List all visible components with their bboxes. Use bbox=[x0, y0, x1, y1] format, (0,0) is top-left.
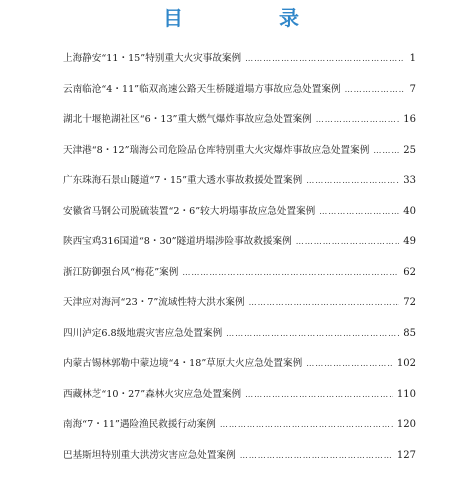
dot-leader bbox=[345, 84, 404, 96]
toc-entry[interactable] bbox=[63, 419, 416, 450]
toc-entry-title: 广东珠海石景山隧道“7・15”重大透水事故救援处置案例 bbox=[63, 175, 302, 187]
dot-leader bbox=[306, 358, 393, 370]
toc-page-number: 25 bbox=[403, 145, 416, 157]
toc-entry-title: 安徽省马钢公司脱硫装置“2・6”较大坍塌事故应急处置案例 bbox=[63, 206, 315, 218]
toc-page-number: 72 bbox=[403, 297, 416, 309]
dot-leader bbox=[306, 175, 399, 187]
toc-entry-title: 西藏林芝“10・27”森林火灾应急处置案例 bbox=[63, 389, 241, 401]
dot-leader bbox=[220, 419, 393, 431]
toc-page-number: 102 bbox=[397, 358, 416, 370]
toc-entry[interactable] bbox=[63, 53, 416, 84]
toc-entry[interactable] bbox=[63, 389, 416, 420]
toc-page-number: 120 bbox=[397, 419, 416, 431]
page-title: 目 录 bbox=[0, 2, 462, 31]
toc-page-number: 110 bbox=[397, 389, 416, 401]
dot-leader bbox=[296, 236, 400, 248]
toc-page-number: 16 bbox=[403, 114, 416, 126]
toc-entry[interactable] bbox=[63, 175, 416, 206]
toc-entry[interactable] bbox=[63, 236, 416, 267]
dot-leader bbox=[373, 145, 399, 157]
toc-entry-title: 云南临沧“4・11”临双高速公路天生桥隧道塌方事故应急处置案例 bbox=[63, 84, 341, 96]
toc-entry-title: 浙江防御强台风“梅花”案例 bbox=[63, 267, 178, 279]
toc-entry[interactable] bbox=[63, 297, 416, 328]
dot-leader bbox=[319, 206, 399, 218]
toc-page-number: 85 bbox=[403, 328, 416, 340]
toc-page-number: 127 bbox=[397, 450, 416, 462]
toc-page-number: 33 bbox=[403, 175, 416, 187]
toc-entry[interactable] bbox=[63, 84, 416, 115]
toc-entry-title: 四川泸定6.8级地震灾害应急处置案例 bbox=[63, 328, 222, 340]
dot-leader bbox=[226, 328, 399, 340]
toc-entry-title: 内蒙古锡林郭勒中蒙边境“4・18”草原大火应急处置案例 bbox=[63, 358, 302, 370]
dot-leader bbox=[182, 267, 399, 279]
toc-entry-title: 上海静安“11・15”特别重大火灾事故案例 bbox=[63, 53, 241, 65]
toc-entry[interactable] bbox=[63, 145, 416, 176]
toc-entry-title: 天津应对海河“23・7”流域性特大洪水案例 bbox=[63, 297, 245, 309]
toc-entry[interactable] bbox=[63, 206, 416, 237]
toc-page-number: 62 bbox=[403, 267, 416, 279]
toc-page-number: 49 bbox=[403, 236, 416, 248]
dot-leader bbox=[245, 389, 393, 401]
toc-page-number: 40 bbox=[403, 206, 416, 218]
table-of-contents bbox=[63, 53, 416, 480]
toc-entry[interactable] bbox=[63, 114, 416, 145]
dot-leader bbox=[245, 53, 404, 65]
toc-page-number: 1 bbox=[408, 53, 416, 65]
toc-entry-title: 湖北十堰艳湖社区“6・13”重大燃气爆炸事故应急处置案例 bbox=[63, 114, 312, 126]
toc-entry-title: 巴基斯坦特别重大洪涝灾害应急处置案例 bbox=[63, 450, 236, 462]
toc-entry[interactable] bbox=[63, 328, 416, 359]
dot-leader bbox=[240, 450, 393, 462]
toc-entry-title: 天津港“8・12”瑞海公司危险品仓库特别重大火灾爆炸事故应急处置案例 bbox=[63, 145, 369, 157]
toc-entry[interactable] bbox=[63, 267, 416, 298]
toc-page-number: 7 bbox=[408, 84, 416, 96]
dot-leader bbox=[316, 114, 399, 126]
dot-leader bbox=[249, 297, 400, 309]
toc-entry[interactable] bbox=[63, 358, 416, 389]
toc-entry[interactable] bbox=[63, 450, 416, 480]
toc-entry-title: 南海“7・11”遇险渔民救援行动案例 bbox=[63, 419, 216, 431]
toc-entry-title: 陕西宝鸡316国道“8・30”隧道坍塌涉险事故救援案例 bbox=[63, 236, 292, 248]
